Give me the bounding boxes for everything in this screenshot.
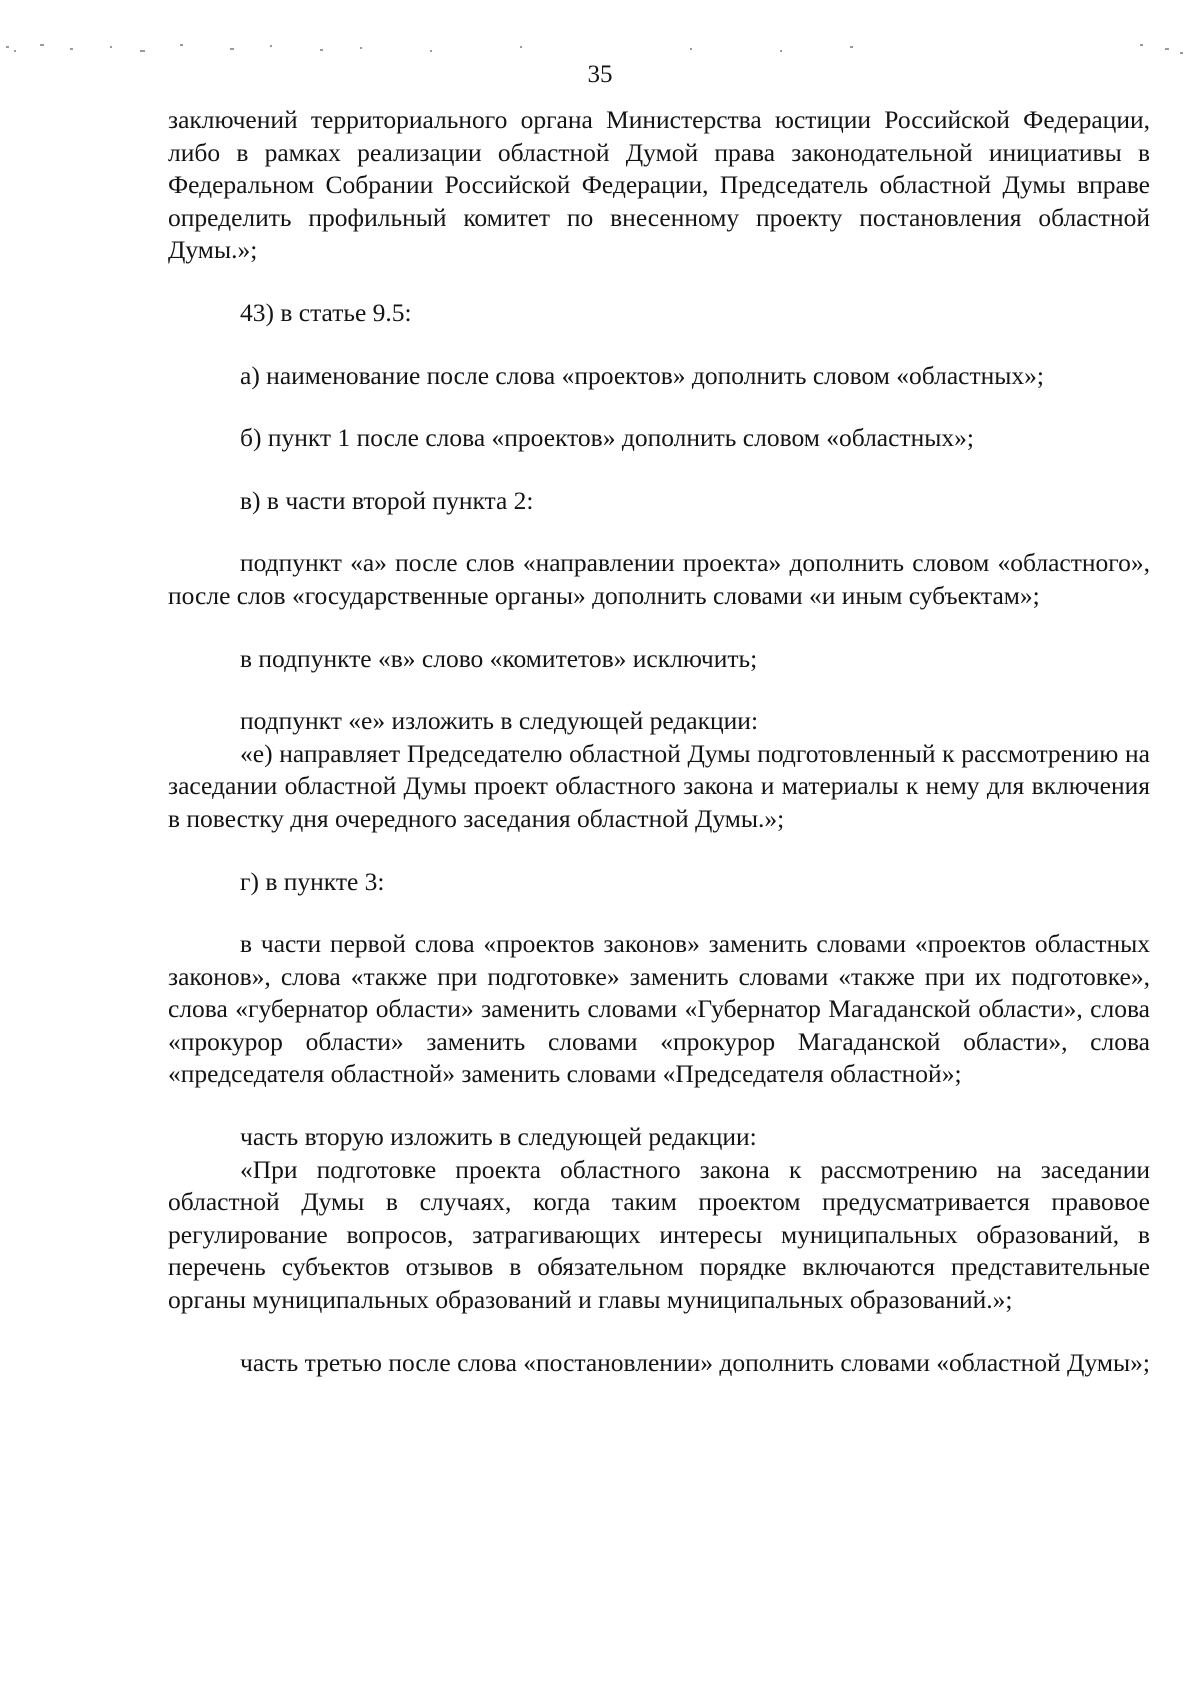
paragraph-1: заключений территориального органа Министерства юстиции Российской Федерации, либо в рамках реализации областной Думой права законодательной инициативы в Федеральном Собрании Российской Федерации, Председатель областной Думы вправе определить профильный комитет по внесенному проекту постановления областной Думы.»; (168, 105, 1150, 265)
paragraph-5: в) в части второй пункта 2: (240, 485, 534, 515)
paragraph-10: г) в пункте 3: (240, 866, 385, 896)
page-number: 35 (587, 61, 613, 88)
paragraph-4: б) пункт 1 после слова «проектов» дополнить словом «областных»; (240, 423, 974, 453)
paragraph-6: подпункт «а» после слов «направлении проекта» дополнить словом «областного», после слов «государственные органы» дополнить словами «и иным субъектам»; (168, 548, 1150, 610)
paragraph-12: часть вторую изложить в следующей редакции: (240, 1122, 757, 1152)
document-body (168, 104, 1150, 1379)
paragraph-13: «При подготовке проекта областного закона к рассмотрению на заседании областной Думы в случаях, когда таким проектом предусматривается правовое регулирование вопросов, затрагивающих интересы муниципальных образований, в перечень субъектов отзывов в обязательном порядке включаются представительные органы муниципальных образований и главы муниципальных образований.»; (168, 1154, 1150, 1315)
paragraph-2: 43) в статье 9.5: (240, 297, 412, 327)
paragraph-14: часть третью после слова «постановлении» дополнить словами «областной Думы»; (240, 1347, 1150, 1377)
paragraph-9: «е) направляет Председателю областной Думы подготовленный к рассмотрению на заседании областной Думы проект областного закона и материалы к нему для включения в повестку дня очередного заседания областной Думы.»; (168, 738, 1150, 833)
paragraph-8: подпункт «е» изложить в следующей редакции: (240, 706, 759, 736)
paragraph-11: в части первой слова «проектов законов» заменить словами «проектов областных законов», слова «также при подготовке» заменить словами «также при их подготовке», слова «губернатор области» заменить словами «Губернатор Магаданской области», слова «прокурор области» заменить словами «прокурор Магаданской области», слова «председателя областной» заменить словами «Председателя областной»; (168, 929, 1150, 1089)
paragraph-7: в подпункте «в» слово «комитетов» исключить; (240, 643, 758, 673)
paragraph-3: а) наименование после слова «проектов» дополнить словом «областных»; (240, 360, 1045, 390)
